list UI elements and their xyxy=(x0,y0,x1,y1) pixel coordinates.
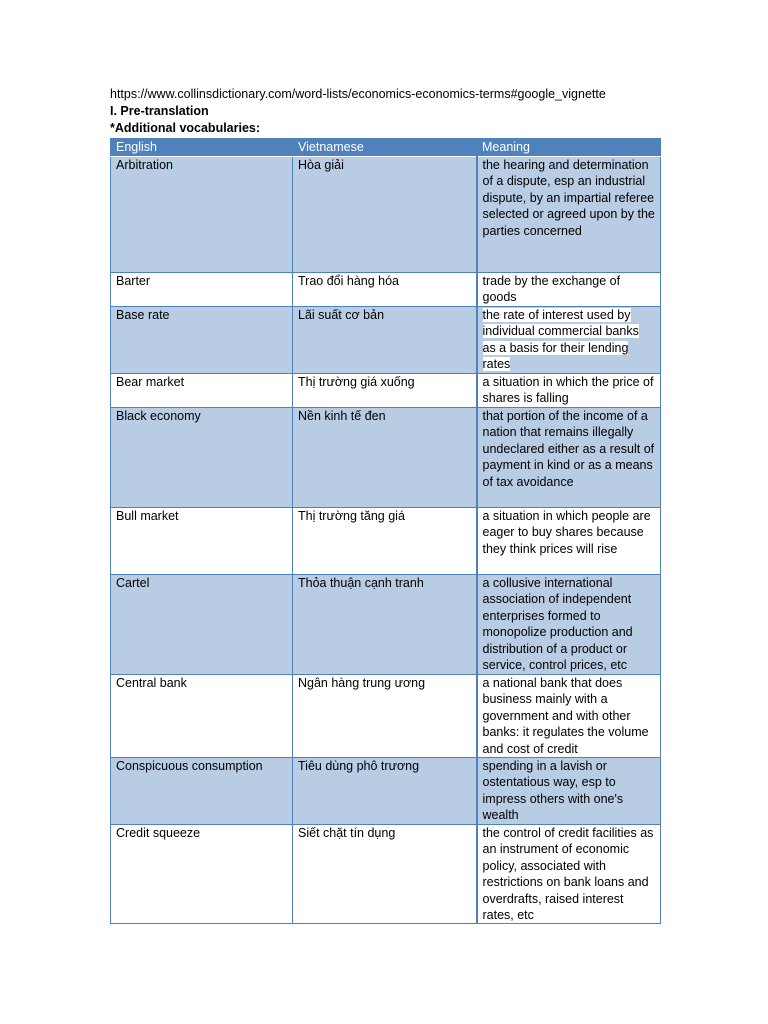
cell-meaning: the control of credit facilities as an instrument of economic policy, associated with restrictions on bank loans and overdrafts, raised interest rates, etc xyxy=(477,825,661,924)
highlighted-text: the rate of interest used by individual commercial banks as a basis for their lending rates xyxy=(482,308,639,372)
table-row xyxy=(111,825,661,924)
cell-vietnamese: Trao đổi hàng hóa xyxy=(293,273,477,307)
source-url: https://www.collinsdictionary.com/word-lists/economics-economics-terms#google_vignette xyxy=(110,87,606,101)
table-row xyxy=(111,758,661,825)
table-row xyxy=(111,307,661,374)
cell-english: Bull market xyxy=(111,508,293,575)
cell-vietnamese: Siết chặt tín dụng xyxy=(293,825,477,924)
cell-meaning: spending in a lavish or ostentatious way, esp to impress others with one's wealth xyxy=(477,758,661,825)
table-row xyxy=(111,508,661,575)
cell-vietnamese: Thị trường giá xuống xyxy=(293,374,477,408)
table-header-row xyxy=(111,139,661,157)
subheading: *Additional vocabularies: xyxy=(110,121,261,135)
cell-english: Cartel xyxy=(111,575,293,675)
cell-meaning xyxy=(477,307,661,374)
table-row xyxy=(111,575,661,675)
header-meaning: Meaning xyxy=(477,139,661,157)
cell-vietnamese: Thỏa thuận cạnh tranh xyxy=(293,575,477,675)
cell-vietnamese: Thị trường tăng giá xyxy=(293,508,477,575)
cell-vietnamese: Tiêu dùng phô trương xyxy=(293,758,477,825)
table-row xyxy=(111,157,661,273)
table-row xyxy=(111,374,661,408)
cell-meaning: trade by the exchange of goods xyxy=(477,273,661,307)
cell-english: Conspicuous consumption xyxy=(111,758,293,825)
cell-vietnamese: Hòa giải xyxy=(293,157,477,273)
table-row xyxy=(111,273,661,307)
cell-meaning: a national bank that does business mainly with a government and with other banks: it regulates the volume and cost of credit xyxy=(477,675,661,758)
cell-english: Credit squeeze xyxy=(111,825,293,924)
cell-vietnamese: Nền kinh tế đen xyxy=(293,408,477,508)
vocabulary-table xyxy=(110,138,661,924)
cell-meaning: a situation in which the price of shares is falling xyxy=(477,374,661,408)
cell-english: Black economy xyxy=(111,408,293,508)
document-page xyxy=(110,86,670,924)
table-row xyxy=(111,675,661,758)
cell-vietnamese: Lãi suất cơ bản xyxy=(293,307,477,374)
cell-english: Central bank xyxy=(111,675,293,758)
header-english: English xyxy=(111,139,293,157)
cell-english: Bear market xyxy=(111,374,293,408)
cell-meaning: that portion of the income of a nation that remains illegally undeclared either as a result of payment in kind or as a means of tax avoidance xyxy=(477,408,661,508)
cell-meaning: a situation in which people are eager to buy shares because they think prices will rise xyxy=(477,508,661,575)
table-row xyxy=(111,408,661,508)
cell-english: Arbitration xyxy=(111,157,293,273)
cell-english: Base rate xyxy=(111,307,293,374)
cell-meaning: a collusive international association of independent enterprises formed to monopolize production and distribution of a product or service, control prices, etc xyxy=(477,575,661,675)
cell-vietnamese: Ngân hàng trung ương xyxy=(293,675,477,758)
header-vietnamese: Vietnamese xyxy=(293,139,477,157)
cell-meaning: the hearing and determination of a dispute, esp an industrial dispute, by an impartial referee selected or agreed upon by the parties concerned xyxy=(477,157,661,273)
section-heading: I. Pre-translation xyxy=(110,104,209,118)
cell-english: Barter xyxy=(111,273,293,307)
